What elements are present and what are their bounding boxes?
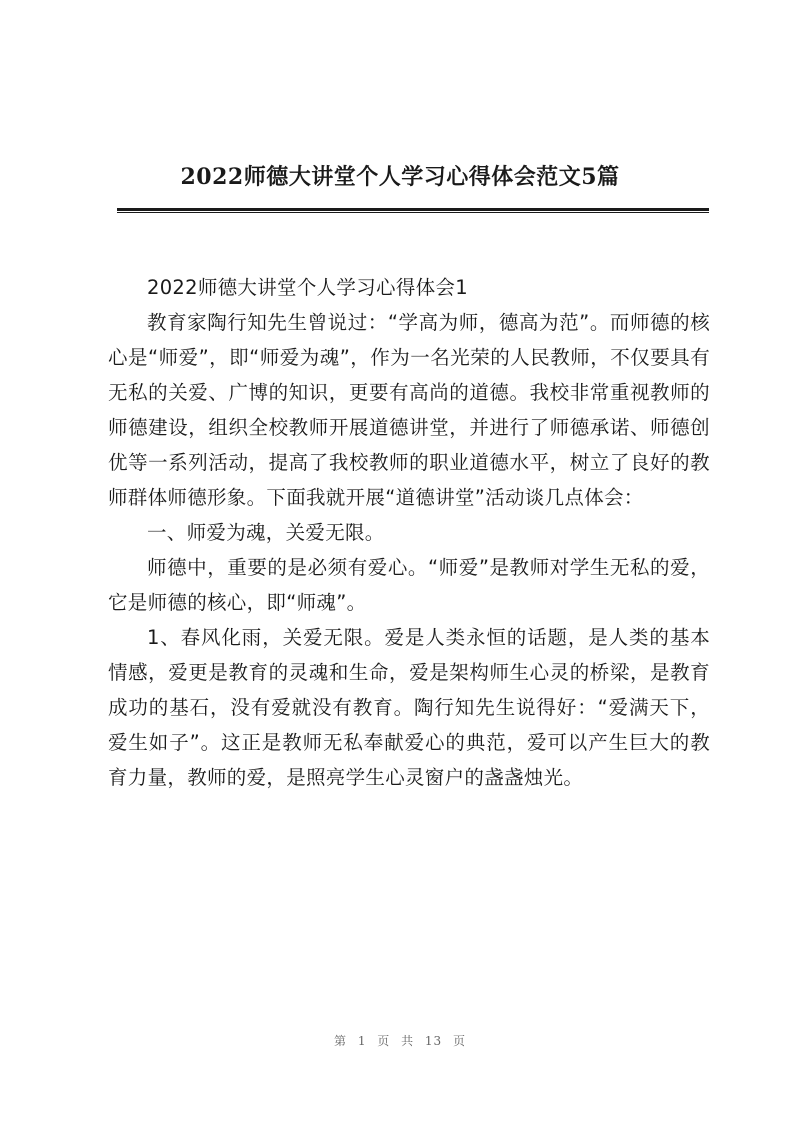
title-divider: [117, 208, 709, 213]
body-paragraph: 1、春风化雨，关爱无限。爱是人类永恒的话题，是人类的基本情感，爱更是教育的灵魂和生命，爱是架构师生心灵的桥梁，是教育成功的基石，没有爱就没有教育。陶行知先生说得好：“爱满天下，爱生如子”。这正是教师无私奉献爱心的典范，爱可以产生巨大的教育力量，教师的爱，是照亮学生心灵窗户的盏盏烛光。: [108, 626, 710, 789]
body-paragraph: 教育家陶行知先生曾说过：“学高为师，德高为范”。而师德的核心是“师爱”，即“师爱为魂”，作为一名光荣的人民教师，不仅要具有无私的关爱、广博的知识，更要有高尚的道德。我校非常重视教师的师德建设，组织全校教师开展道德讲堂，并进行了师德承诺、师德创优等一系列活动，提高了我校教师的职业道德水平，树立了良好的教师群体师德形象。下面我就开展“道德讲堂”活动谈几点体会：: [108, 311, 710, 509]
page-number-footer: 第 1 页 共 13 页: [334, 1034, 466, 1048]
body-paragraph: 师德中，重要的是必须有爱心。“师爱”是教师对学生无私的爱，它是师德的核心，即“师魂”。: [108, 556, 710, 614]
document-body: [108, 270, 710, 795]
document-title: 2022师德大讲堂个人学习心得体会范文5篇: [180, 164, 620, 190]
body-paragraph: 一、师爱为魂，关爱无限。: [147, 521, 385, 544]
section-heading: 2022师德大讲堂个人学习心得体会1: [147, 276, 468, 299]
